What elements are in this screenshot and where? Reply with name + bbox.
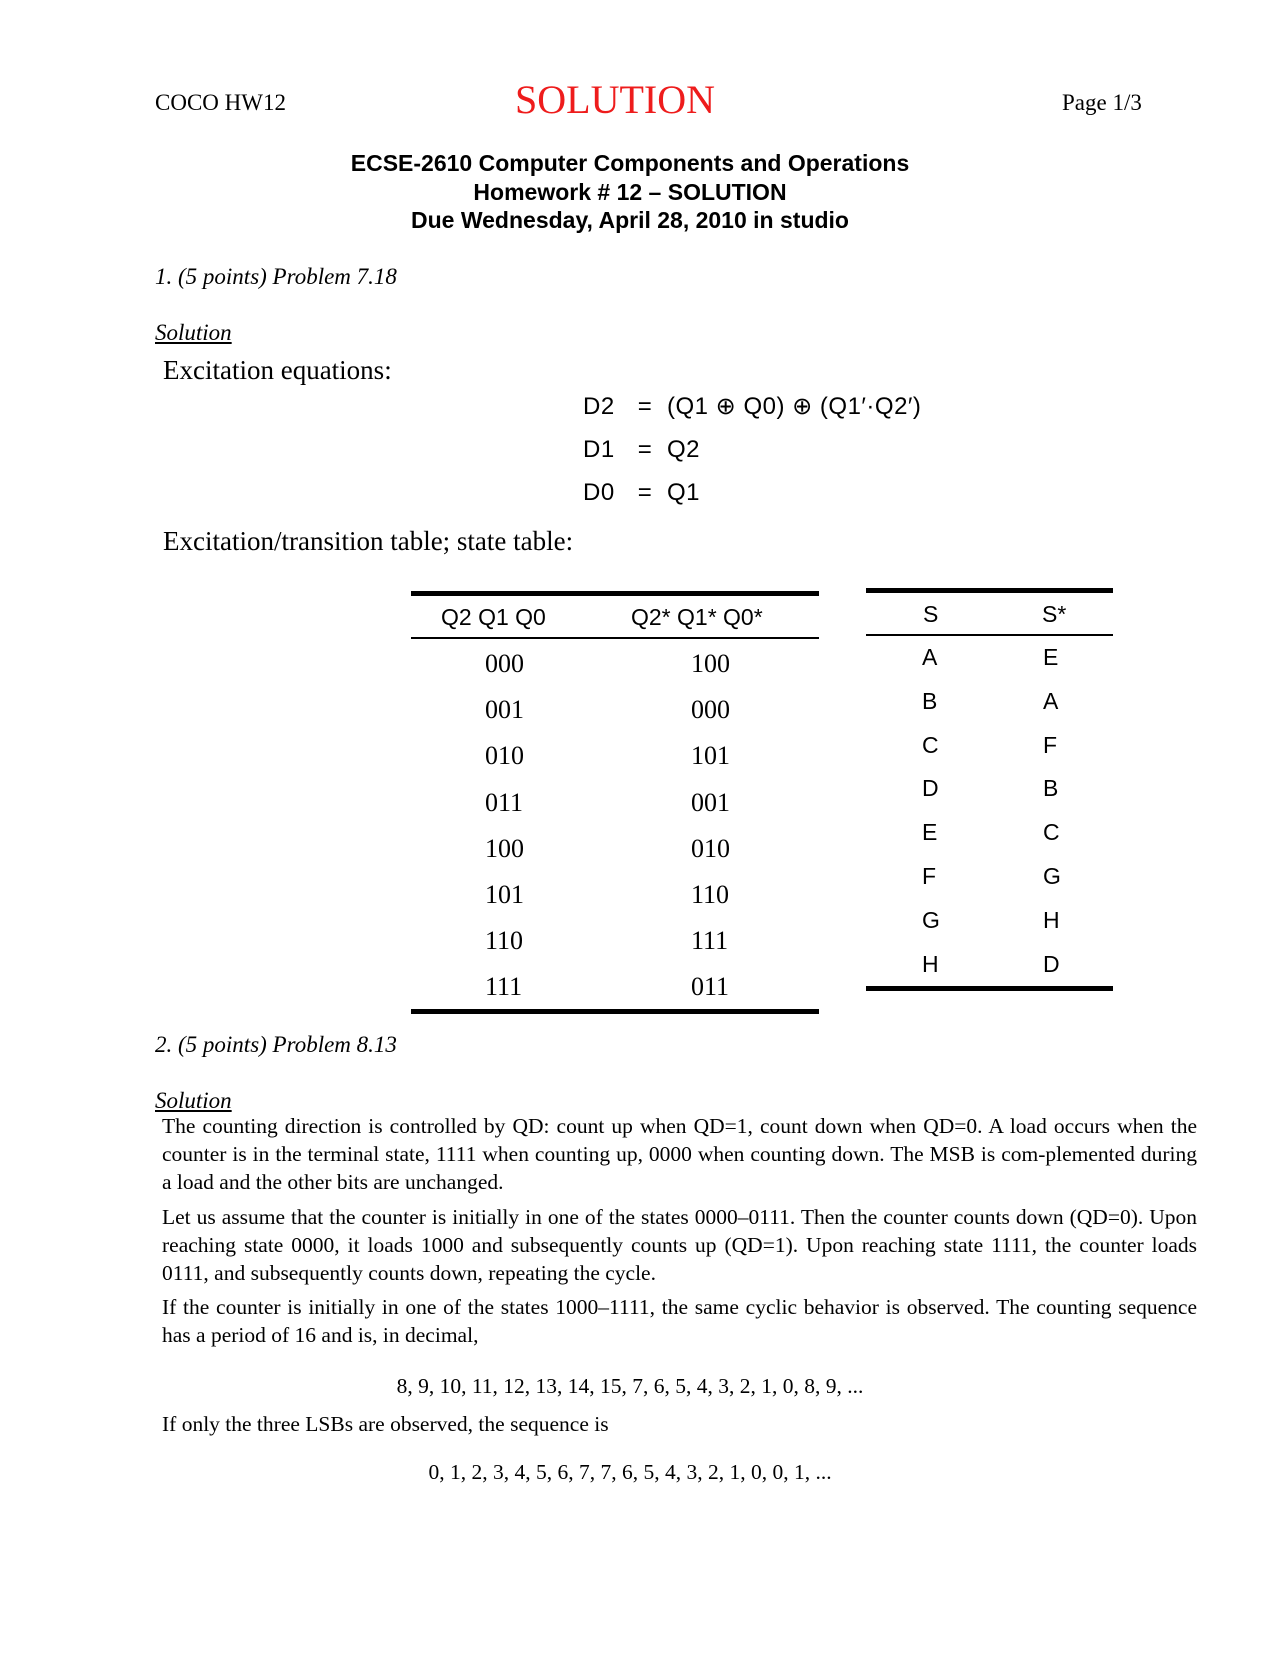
header-page-number: Page 1/3 <box>1062 90 1142 115</box>
paragraph-lsb: If only the three LSBs are observed, the sequence is <box>162 1412 609 1436</box>
problem-2-solution-label: Solution <box>155 1088 232 1113</box>
paragraph-initial-states-high: If the counter is initially in one of the states 1000–1111, the same cyclic behavior is observed. The counting sequence has a period of 16 and is, in decimal, <box>162 1295 1197 1347</box>
sequence-decimal: 8, 9, 10, 11, 12, 13, 14, 15, 7, 6, 5, 4, 3, 2, 1, 0, 8, 9, ... <box>396 1374 864 1398</box>
table-row <box>411 962 819 1008</box>
state-cell: G <box>922 906 940 933</box>
paragraph-initial-states-low: Let us assume that the counter is initially in one of the states 0000–0111. Then the counter counts down (QD=0). Upon reaching state 0000, it loads 1000 and subsequently counts up (QD=1). Upon reaching state 1111, the counter loads 0111, and subsequently counts down, repeating the cycle. <box>162 1205 1197 1285</box>
table-row <box>411 870 819 916</box>
current-state-cell: 001 <box>485 695 524 725</box>
transition-table <box>411 591 819 1014</box>
next-state-cell: 000 <box>691 695 730 725</box>
state-cell: H <box>922 950 939 977</box>
next-state-cell: 111 <box>691 926 729 956</box>
table-bottom-rule <box>866 986 1113 991</box>
state-cell: C <box>922 731 939 758</box>
equation-rhs: Q2 <box>667 436 701 463</box>
table-row <box>411 639 819 685</box>
current-state-cell: 110 <box>485 926 524 956</box>
equation-op: = <box>637 436 653 463</box>
next-state-cell: E <box>1043 644 1059 670</box>
current-state-cell: 100 <box>485 833 524 863</box>
header-next-state: Q2* Q1* Q0* <box>631 604 763 630</box>
table-row <box>866 811 1113 855</box>
current-state-cell: 101 <box>485 879 524 909</box>
table-row <box>411 685 819 731</box>
equation-rhs: (Q1 ⊕ Q0) ⊕ (Q1′·Q2′) <box>667 393 922 420</box>
table-row <box>866 899 1113 943</box>
title-homework: Homework # 12 – SOLUTION <box>473 178 787 205</box>
tables-heading: Excitation/transition table; state table: <box>163 526 574 556</box>
equation-d0 <box>583 479 700 507</box>
current-state-cell: 000 <box>485 649 524 678</box>
next-state-cell: 010 <box>691 833 730 863</box>
table-header-row <box>411 596 819 637</box>
next-state-cell: F <box>1043 731 1058 758</box>
state-cell: E <box>922 819 938 846</box>
title-due-date: Due Wednesday, April 28, 2010 in studio <box>411 207 849 233</box>
state-cell: D <box>922 775 939 802</box>
next-state-cell: H <box>1043 906 1060 933</box>
header-current-state: Q2 Q1 Q0 <box>441 604 546 630</box>
next-state-cell: G <box>1043 862 1061 889</box>
problem-2-heading: 2. (5 points) Problem 8.13 <box>155 1032 397 1057</box>
equation-rhs: Q1 <box>667 479 701 506</box>
table-row <box>411 916 819 962</box>
current-state-cell: 111 <box>485 972 523 1002</box>
equation-d1 <box>583 436 700 464</box>
header-solution-stamp: SOLUTION <box>515 77 715 122</box>
table-row <box>866 943 1113 987</box>
problem-1-heading: 1. (5 points) Problem 7.18 <box>155 264 397 289</box>
current-state-cell: 010 <box>485 741 524 771</box>
next-state-cell: 100 <box>691 649 730 678</box>
next-state-cell: 011 <box>691 972 730 1002</box>
next-state-cell: B <box>1043 775 1059 802</box>
document-title <box>0 149 1260 235</box>
sequence-lsb: 0, 1, 2, 3, 4, 5, 6, 7, 7, 6, 5, 4, 3, 2, 1, 0, 0, 1, ... <box>428 1460 832 1484</box>
header-left: COCO HW12 <box>155 90 286 115</box>
state-cell: B <box>922 687 938 714</box>
current-state-cell: 011 <box>485 787 524 817</box>
header-next-state: S* <box>1042 601 1067 627</box>
next-state-cell: C <box>1043 819 1060 846</box>
equation-lhs: D1 <box>583 436 615 463</box>
table-row <box>411 731 819 777</box>
state-table <box>866 588 1113 991</box>
title-course: ECSE-2610 Computer Components and Operations <box>350 150 910 176</box>
table-row <box>411 778 819 824</box>
equation-lhs: D0 <box>583 479 615 506</box>
next-state-cell: 110 <box>691 879 730 909</box>
next-state-cell: 101 <box>691 741 730 771</box>
next-state-cell: 001 <box>691 787 730 817</box>
header-state: S <box>923 601 939 627</box>
table-row <box>866 724 1113 768</box>
excitation-equations-heading: Excitation equations: <box>163 355 392 385</box>
table-row <box>866 767 1113 811</box>
table-row <box>866 680 1113 724</box>
table-bottom-rule <box>411 1009 819 1014</box>
table-header-row <box>866 593 1113 634</box>
paragraph-counting-direction: The counting direction is controlled by QD: count up when QD=1, count down when QD=0. A load occurs when the counter is in the terminal state, 1111 when counting up, 0000 when counting down. The MSB is com-plemented during a load and the other bits are unchanged. <box>162 1114 1197 1194</box>
table-row <box>866 636 1113 680</box>
problem-1-solution-label: Solution <box>155 320 232 345</box>
next-state-cell: A <box>1043 687 1059 714</box>
equation-op: = <box>637 393 653 420</box>
table-row <box>411 824 819 870</box>
equation-op: = <box>637 479 653 506</box>
table-row <box>866 855 1113 899</box>
equation-lhs: D2 <box>583 393 615 420</box>
equation-d2 <box>583 392 921 421</box>
next-state-cell: D <box>1043 950 1060 977</box>
state-cell: A <box>922 644 938 670</box>
state-cell: F <box>922 862 937 889</box>
